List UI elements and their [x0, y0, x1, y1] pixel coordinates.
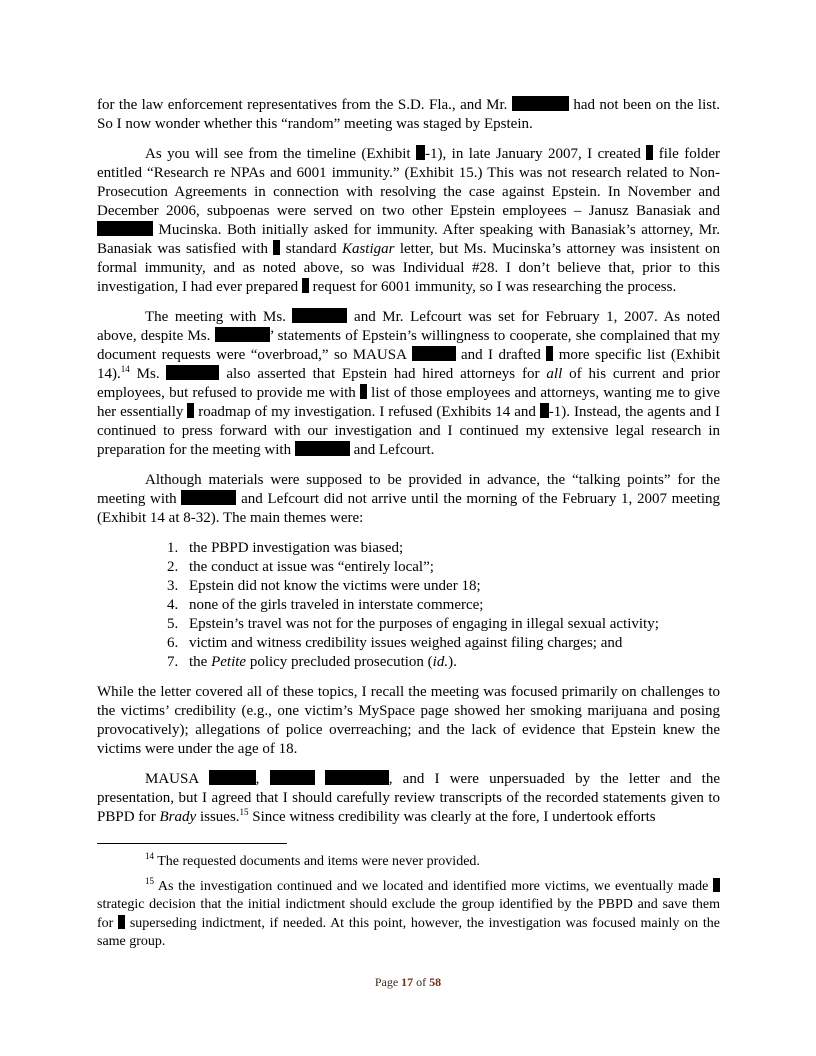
paragraph-6: MAUSA , , and I were unpersuaded by the letter and the presentation, but I agreed that I should carefully review transcripts of the recorded statements given to PBPD for Brady issues.$^{15}$ Since witness credibility was clearly at the fore, I undertook efforts [97, 771, 720, 825]
footnote-ref-15: 15 [239, 807, 249, 817]
paragraph-3: The meeting with Ms. and Mr. Lefcourt was set for February 1, 2007. As noted above, despite Ms. ’ statements of Epstein’s willingness to cooperate, she complained that my document requests were “overbroad,” so MAUSA and I drafted more specific list (Exhibit 14).$^{14}$ Ms. also asserted that Epstein had hired attorneys for all of his current and prior employees, but refused to provide me with list of those employees and attorneys, wanting me to give her essentially roadmap of my investigation. I refused (Exhibits 14 and -1). Instead, the agents and I continued to press forward with our investigation and I continued my extensive legal research in preparation for the meeting with and Lefcourt. [97, 309, 721, 458]
footnote-14: $^{14}$ The requested documents and items were never provided. [145, 851, 480, 869]
list-item: 7. the Petite policy precluded prosecution (id.). [167, 654, 457, 670]
list-item: 4. none of the girls traveled in interstate commerce; [167, 597, 484, 613]
redaction [713, 878, 720, 892]
paragraph-5: While the letter covered all of these topics, I recall the meeting was focused primarily on challenges to the victims’ credibility (e.g., one victim’s MySpace page showed her smoking marijuana and posing provocatively); allegations of police overreaching; and the lack of evidence that Epstein knew the victims were under the age of 18. [97, 684, 720, 757]
themes-list [167, 539, 720, 672]
redaction [646, 145, 653, 160]
list-item: 5. Epstein’s travel was not for the purposes of engaging in illegal sexual activity; [167, 616, 659, 632]
footnote-15: $^{15}$ As the investigation continued and we located and identified more victims, we eventually made strategic decision that the initial indictment should exclude the group identified by the PBPD and save them for superseding indictment, if needed. At this point, however, the investigation was focused mainly on the same group. [97, 875, 721, 949]
redaction [302, 278, 309, 293]
redaction [187, 403, 194, 418]
paragraph-2: As you will see from the timeline (Exhibit -1), in late January 2007, I created file folder entitled “Research re NPAs and 6001 immunity.” (Exhibit 15.) This was not research related to Non-Prosecution Agreements in connection with resolving the case against Epstein. In November and December 2006, subpoenas were served on two other Epstein employees – Janusz Banasiak and Mucinska. Both initially asked for immunity. After speaking with Banasiak’s attorney, Mr. Banasiak was satisfied with standard Kastigar letter, but Ms. Mucinska’s attorney was insistent on formal immunity, and as noted above, so was Individual #28. I don’t believe that, prior to this investigation, I had ever prepared request for 6001 immunity, so I was researching the process. [97, 146, 721, 295]
redaction [273, 240, 280, 255]
redaction [546, 346, 553, 361]
paragraph-1: for the law enforcement representatives from the S.D. Fla., and Mr. had not been on the list. So I now wonder whether this “random” meeting was staged by Epstein. [97, 97, 721, 132]
redaction [295, 441, 350, 456]
body-text [97, 96, 720, 838]
footnotes [97, 853, 720, 958]
redaction [209, 770, 256, 785]
redaction [97, 221, 153, 236]
redaction [360, 384, 367, 399]
paragraph-4: Although materials were supposed to be provided in advance, the “talking points” for the meeting with and Lefcourt did not arrive until the morning of the February 1, 2007 meeting (Exhibit 14 at 8-32). The main themes were: [97, 472, 720, 526]
redaction [416, 145, 425, 160]
redaction [325, 770, 389, 785]
redaction [292, 308, 347, 323]
redaction [215, 327, 270, 342]
redaction [512, 96, 569, 111]
redaction [412, 346, 456, 361]
footnote-divider [97, 843, 287, 844]
list-item: 3. Epstein did not know the victims were under 18; [167, 578, 481, 594]
redaction [181, 490, 236, 505]
redaction [166, 365, 219, 380]
list-item: 1. the PBPD investigation was biased; [167, 540, 404, 556]
list-item: 2. the conduct at issue was “entirely local”; [167, 559, 434, 575]
page-number: Page 17 of 58 [374, 975, 442, 989]
redaction [540, 403, 549, 418]
list-item: 6. victim and witness credibility issues weighed against filing charges; and [167, 635, 623, 651]
redaction [270, 770, 315, 785]
redaction [118, 915, 125, 929]
footnote-ref-14: 14 [120, 364, 130, 374]
